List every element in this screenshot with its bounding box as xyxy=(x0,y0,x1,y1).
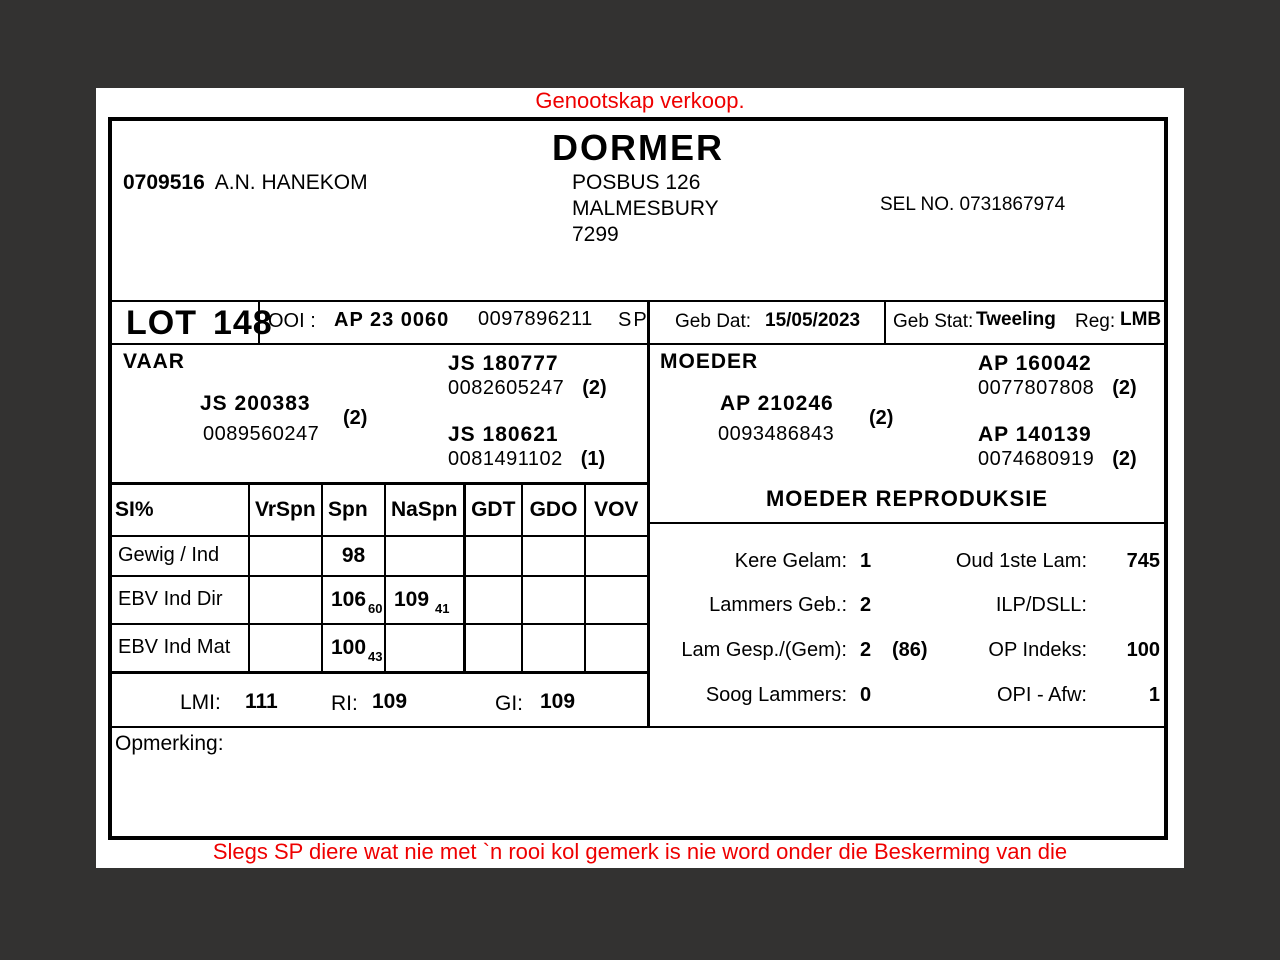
gi-value: 109 xyxy=(540,690,576,713)
repro-row xyxy=(650,594,1167,620)
ri-label: RI: xyxy=(331,692,358,715)
repro-right-value: 745 xyxy=(1126,550,1160,572)
birth-status-value: Tweeling xyxy=(976,309,1056,330)
address-line-2: MALMESBURY xyxy=(572,197,719,220)
cell-number-value: 0731867974 xyxy=(959,194,1066,215)
row-label: EBV Ind Mat xyxy=(112,624,249,673)
dam-gp2-tag: 0074680919 xyxy=(978,448,1095,470)
sire-note: (2) xyxy=(343,407,368,429)
cell-spn-accuracy: 43 xyxy=(368,648,383,664)
remark-label: Opmerking: xyxy=(115,732,224,755)
repro-left-extra: (86) xyxy=(892,639,928,661)
col-header-gdt: GDT xyxy=(464,484,522,536)
sp-flag: SP xyxy=(618,309,649,331)
gi-label: GI: xyxy=(495,692,524,715)
repro-left-label: Lam Gesp./(Gem): xyxy=(681,639,847,661)
cell-spn-value: 106 xyxy=(331,587,367,611)
address-line-1: POSBUS 126 xyxy=(572,171,701,194)
member-number: 0709516 xyxy=(123,171,205,194)
cell-gdo xyxy=(522,624,585,673)
cell-naspn xyxy=(385,536,464,576)
dam-tag: 0093486843 xyxy=(718,423,835,445)
repro-left-value: 0 xyxy=(860,684,872,706)
cell-vrspn xyxy=(249,624,322,673)
ri-value: 109 xyxy=(372,690,408,713)
cell-gdt xyxy=(464,624,522,673)
dam-gp1-id: AP 160042 xyxy=(978,352,1092,375)
cell-vov xyxy=(585,624,648,673)
repro-row xyxy=(650,639,1167,665)
repro-right-label: ILP/DSLL: xyxy=(995,594,1087,616)
cell-spn xyxy=(322,624,385,673)
cell-number-label: SEL NO. xyxy=(880,194,955,215)
repro-row xyxy=(650,550,1167,576)
dam-gp2-id: AP 140139 xyxy=(978,423,1092,446)
sire-gp2-id: JS 180621 xyxy=(448,423,559,446)
cell-number-line xyxy=(880,194,1065,216)
table-row xyxy=(112,624,648,673)
dam-gp1-tag-line xyxy=(978,377,1137,400)
breed-title: DORMER xyxy=(552,127,724,168)
cell-gdt xyxy=(464,536,522,576)
cell-vrspn xyxy=(249,536,322,576)
cell-naspn-accuracy: 41 xyxy=(435,600,450,616)
breeder-name: A.N. HANEKOM xyxy=(214,171,368,194)
row-label: Gewig / Ind xyxy=(112,536,249,576)
animal-id: AP 23 0060 xyxy=(334,309,450,331)
dam-gp2-tag-line xyxy=(978,448,1137,471)
sire-gp1-id: JS 180777 xyxy=(448,352,559,375)
cell-vov xyxy=(585,576,648,624)
dam-note: (2) xyxy=(869,407,894,429)
birth-date-value: 15/05/2023 xyxy=(765,310,861,331)
repro-left-label: Kere Gelam: xyxy=(734,550,847,572)
row-label: EBV Ind Dir xyxy=(112,576,249,624)
cell-naspn-value: 109 xyxy=(394,587,430,611)
sire-tag: 0089560247 xyxy=(203,423,320,445)
sire-gp2-note: (1) xyxy=(580,448,606,470)
repro-left-value: 2 xyxy=(860,594,872,616)
birth-status-label: Geb Stat: xyxy=(893,311,974,332)
si-index-table xyxy=(112,482,650,674)
divider-lot-pedigree xyxy=(112,343,1164,345)
address-line-3: 7299 xyxy=(572,223,619,246)
breeder-line xyxy=(123,171,368,195)
sire-gp1-tag-line xyxy=(448,377,607,400)
repro-right-value: 1 xyxy=(1148,684,1160,706)
cell-spn xyxy=(322,576,385,624)
lot-label: LOT xyxy=(126,304,197,342)
repro-left-label: Lammers Geb.: xyxy=(709,594,847,616)
sire-gp1-note: (2) xyxy=(582,377,607,399)
lot-card xyxy=(108,117,1168,840)
society-sale-note: Genootskap verkoop. xyxy=(535,88,745,113)
repro-right-label: OP Indeks: xyxy=(988,639,1087,661)
lot-number-cell xyxy=(126,304,273,343)
repro-right-label: OPI - Afw: xyxy=(996,684,1087,706)
repro-right-value: 100 xyxy=(1126,639,1160,661)
repro-row xyxy=(650,684,1167,710)
cell-spn: 98 xyxy=(322,536,385,576)
col-header-si: SI% xyxy=(112,484,249,536)
sp-protection-note: Slegs SP diere wat nie met `n rooi kol gemerk is nie word onder die Beskerming van die xyxy=(212,839,1068,864)
divider-repro-title xyxy=(647,522,1164,524)
cell-naspn xyxy=(385,576,464,624)
cell-spn-value: 100 xyxy=(331,635,367,659)
cell-spn-accuracy: 60 xyxy=(368,600,383,616)
dam-gp1-note: (2) xyxy=(1112,377,1137,399)
sex-label: OOI : xyxy=(268,310,316,332)
divider-header-lot xyxy=(112,300,1164,302)
col-header-gdo: GDO xyxy=(522,484,585,536)
repro-left-value: 1 xyxy=(860,550,872,572)
lot-number: 148 xyxy=(212,304,273,342)
repro-right-label: Oud 1ste Lam: xyxy=(955,550,1087,572)
repro-title: MOEDER REPRODUKSIE xyxy=(765,486,1049,511)
repro-left-value: 2 xyxy=(860,639,872,661)
col-header-spn: Spn xyxy=(322,484,385,536)
sire-gp2-tag-line xyxy=(448,448,605,471)
table-header-row xyxy=(112,484,648,536)
divider-above-remark xyxy=(112,726,1164,728)
divider-gebdat-cell xyxy=(884,300,886,345)
dam-gp1-tag: 0077807808 xyxy=(978,377,1095,399)
cell-naspn xyxy=(385,624,464,673)
cell-vov xyxy=(585,536,648,576)
cell-vrspn xyxy=(249,576,322,624)
reg-value: LMB xyxy=(1120,309,1162,330)
catalog-sheet xyxy=(96,88,1184,868)
reg-label: Reg: xyxy=(1075,311,1116,332)
cell-gdt xyxy=(464,576,522,624)
repro-left-label: Soog Lammers: xyxy=(705,684,847,706)
col-header-naspn: NaSpn xyxy=(385,484,464,536)
col-header-vov: VOV xyxy=(585,484,648,536)
sire-id: JS 200383 xyxy=(200,392,311,415)
col-header-vrspn: VrSpn xyxy=(249,484,322,536)
cell-gdo xyxy=(522,576,585,624)
sire-gp2-tag: 0081491102 xyxy=(448,448,563,470)
animal-tag: 0097896211 xyxy=(478,308,593,330)
table-row xyxy=(112,576,648,624)
cell-gdo xyxy=(522,536,585,576)
sire-gp1-tag: 0082605247 xyxy=(448,377,565,399)
lmi-label: LMI: xyxy=(180,691,221,714)
lmi-value: 111 xyxy=(245,690,278,713)
table-row xyxy=(112,536,648,576)
birth-date-label: Geb Dat: xyxy=(675,311,752,332)
dam-gp2-note: (2) xyxy=(1112,448,1137,470)
dam-id: AP 210246 xyxy=(720,392,834,415)
dam-section-label: MOEDER xyxy=(660,350,759,373)
breeder-address xyxy=(572,170,719,248)
sire-section-label: VAAR xyxy=(123,350,185,373)
